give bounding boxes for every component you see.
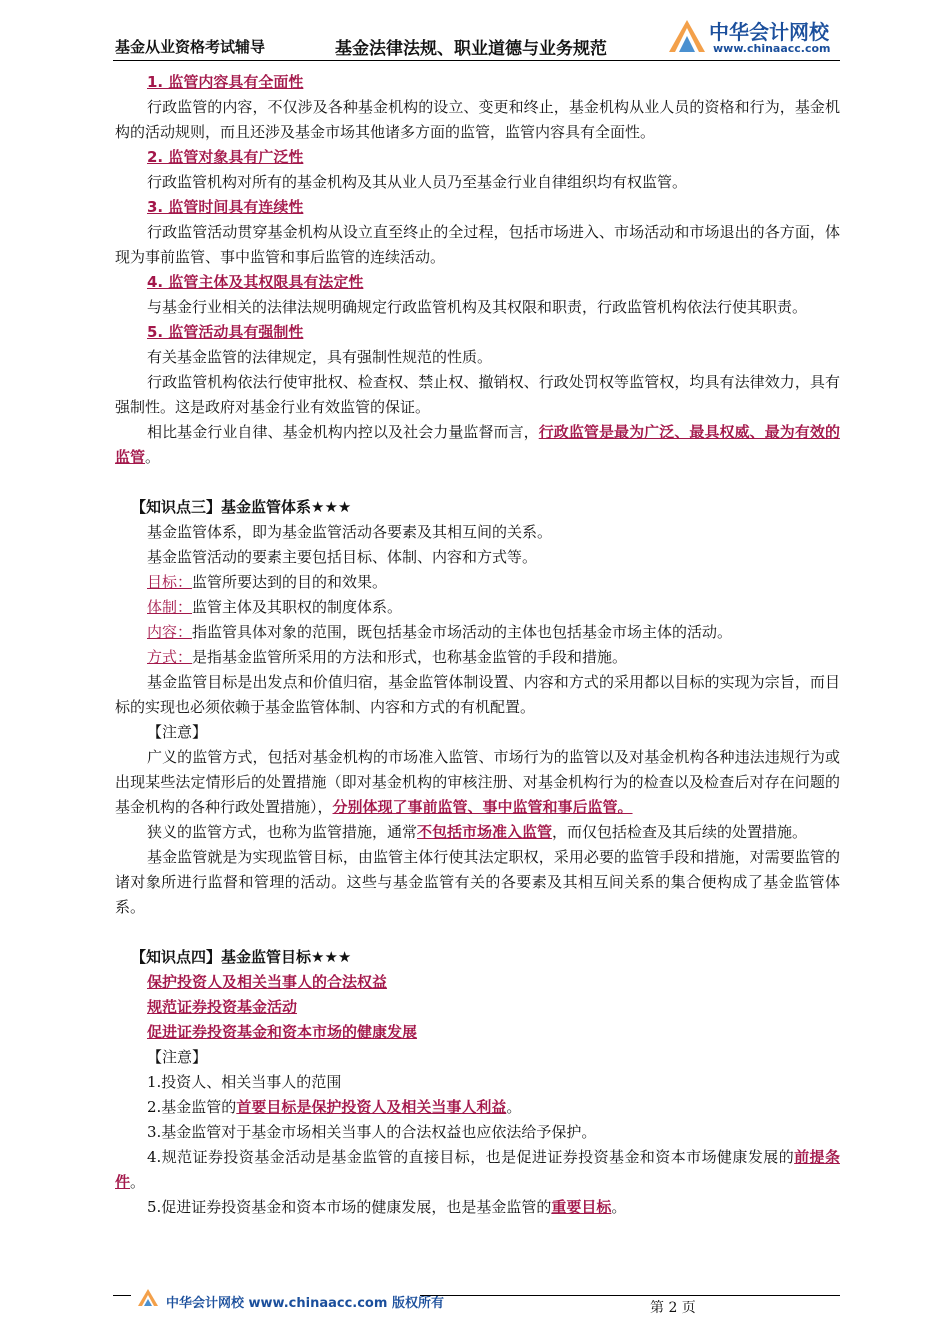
list-item — [115, 595, 840, 620]
paragraph — [115, 745, 840, 820]
highlight-text: 重要目标 — [551, 1198, 612, 1216]
knowledge-point-title: 【知识点四】基金监管目标★★★ — [131, 948, 352, 966]
paragraph — [115, 420, 840, 470]
goal-text: 保护投资人及相关当事人的合法权益 — [147, 973, 388, 991]
footer-divider-left — [113, 1295, 131, 1296]
text-run: 是指基金监管所采用的方法和形式，也称基金监管的手段和措施。 — [192, 648, 628, 666]
heading-text: 3. 监管时间具有连续性 — [147, 198, 304, 216]
header-course-title: 基金从业资格考试辅导 — [115, 38, 266, 56]
section-heading — [115, 320, 840, 345]
text-run: 5.促进证券投资基金和资本市场的健康发展，也是基金监管的 — [147, 1198, 552, 1216]
highlight-text: 分别体现了事前监管、事中监管和事后监管。 — [332, 798, 633, 816]
text-run: 2.基金监管的 — [147, 1098, 237, 1116]
paragraph: 行政监管的内容，不仅涉及各种基金机构的设立、变更和终止，基金机构从业人员的资格和行为，基金机构的活动规则，而且还涉及基金市场其他诸多方面的监管，监管内容具有全面性。 — [115, 98, 840, 141]
text-run: 4.规范证券投资基金活动是基金监管的直接目标，也是促进证券投资基金和资本市场健康发展的 — [147, 1148, 795, 1166]
heading-text: 1. 监管内容具有全面性 — [147, 73, 304, 91]
note-item — [115, 1095, 840, 1120]
page-number: 第 2 页 — [650, 1300, 696, 1316]
knowledge-point-title: 【知识点三】基金监管体系★★★ — [131, 498, 352, 516]
note-item — [115, 1195, 840, 1220]
footer-logo-icon — [136, 1286, 160, 1308]
highlight-text: 首要目标是保护投资人及相关当事人利益 — [236, 1098, 507, 1116]
goal-text: 促进证券投资基金和资本市场的健康发展 — [147, 1023, 418, 1041]
goal-item — [115, 995, 840, 1020]
highlight-text: 不包括市场准入监管 — [417, 823, 553, 841]
text-run: 。 — [506, 1098, 522, 1116]
heading-text: 4. 监管主体及其权限具有法定性 — [147, 273, 364, 291]
footer-divider-right — [420, 1295, 840, 1296]
text-run: 相比基金行业自律、基金机构内控以及社会力量监督而言， — [147, 423, 539, 441]
section-heading — [115, 145, 840, 170]
highlight-text: 行政监管是最为广泛、最具权威、最为有效的监管 — [115, 423, 840, 466]
list-item — [115, 645, 840, 670]
goal-item — [115, 1020, 840, 1045]
paragraph — [115, 820, 840, 845]
term-label: 目标： — [147, 573, 193, 591]
header-divider — [113, 60, 840, 61]
header-subject-title: 基金法律法规、职业道德与业务规范 — [335, 39, 607, 59]
header-logo — [665, 14, 843, 56]
text-run: 广义的监管方式，包括对基金机构的市场准入监管、市场行为的监管以及对基金机构各种违法违规行为或出现某些法定情形后的处置措施（即对基金机构的审核注册、对基金机构行为的检查以及检查后对存在问题的基金机构的各种行政处置措施）， — [115, 748, 840, 816]
paragraph: 行政监管机构对所有的基金机构及其从业人员乃至基金行业自律组织均有权监管。 — [147, 173, 688, 191]
note-item — [115, 1145, 840, 1195]
paragraph: 基金监管就是为实现监管目标，由监管主体行使其法定职权，采用必要的监管手段和措施，对需要监管的诸对象所进行监督和管理的活动。这些与基金监管有关的各要素及其相互间关系的集合便构成了基金监管体系。 — [115, 848, 840, 916]
term-label: 内容： — [147, 623, 193, 641]
text-run: 。 — [611, 1198, 627, 1216]
highlight-text: 前提条件 — [115, 1148, 840, 1191]
text-run: 指监管具体对象的范围，既包括基金市场活动的主体也包括基金市场主体的活动。 — [192, 623, 733, 641]
note-item: 1.投资人、相关当事人的范围 — [147, 1073, 342, 1091]
logo-triangle-icon — [665, 14, 709, 56]
goal-item — [115, 970, 840, 995]
term-label: 方式： — [147, 648, 193, 666]
paragraph: 与基金行业相关的法律法规明确规定行政监管机构及其权限和职责，行政监管机构依法行使其职责。 — [147, 298, 808, 316]
section-heading — [115, 70, 840, 95]
footer-copyright: 中华会计网校 www.chinaacc.com 版权所有 — [166, 1296, 444, 1311]
note-label: 【注意】 — [147, 1048, 208, 1066]
text-run: 。 — [130, 1173, 146, 1191]
paragraph: 行政监管机构依法行使审批权、检查权、禁止权、撤销权、行政处罚权等监管权，均具有法律效力，具有强制性。这是政府对基金行业有效监管的保证。 — [115, 373, 840, 416]
text-run: 监管所要达到的目的和效果。 — [192, 573, 388, 591]
goal-text: 规范证券投资基金活动 — [147, 998, 298, 1016]
logo-url: www.chinaacc.com — [713, 42, 831, 55]
term-label: 体制： — [147, 598, 193, 616]
heading-text: 5. 监管活动具有强制性 — [147, 323, 304, 341]
paragraph: 基金监管活动的要素主要包括目标、体制、内容和方式等。 — [147, 548, 538, 566]
paragraph: 基金监管目标是出发点和价值归宿，基金监管体制设置、内容和方式的采用都以目标的实现为宗旨，而目标的实现也必须依赖于基金监管体制、内容和方式的有机配置。 — [115, 673, 840, 716]
section-heading — [115, 195, 840, 220]
list-item — [115, 620, 840, 645]
page-header — [113, 14, 840, 59]
section-heading — [115, 270, 840, 295]
paragraph: 有关基金监管的法律规定，具有强制性规范的性质。 — [147, 348, 493, 366]
logo-name: 中华会计网校 — [709, 20, 829, 44]
text-run: ，而仅包括检查及其后续的处置措施。 — [552, 823, 808, 841]
list-item — [115, 570, 840, 595]
heading-text: 2. 监管对象具有广泛性 — [147, 148, 304, 166]
note-label: 【注意】 — [147, 723, 208, 741]
text-run: 监管主体及其职权的制度体系。 — [192, 598, 403, 616]
paragraph: 行政监管活动贯穿基金机构从设立直至终止的全过程，包括市场进入、市场活动和市场退出的各方面，体现为事前监管、事中监管和事后监管的连续活动。 — [115, 223, 840, 266]
text-run: 。 — [145, 448, 161, 466]
note-item: 3.基金监管对于基金市场相关当事人的合法权益也应依法给予保护。 — [147, 1123, 597, 1141]
paragraph: 基金监管体系，即为基金监管活动各要素及其相互间的关系。 — [147, 523, 553, 541]
document-body — [115, 70, 840, 1220]
text-run: 狭义的监管方式，也称为监管措施，通常 — [147, 823, 418, 841]
